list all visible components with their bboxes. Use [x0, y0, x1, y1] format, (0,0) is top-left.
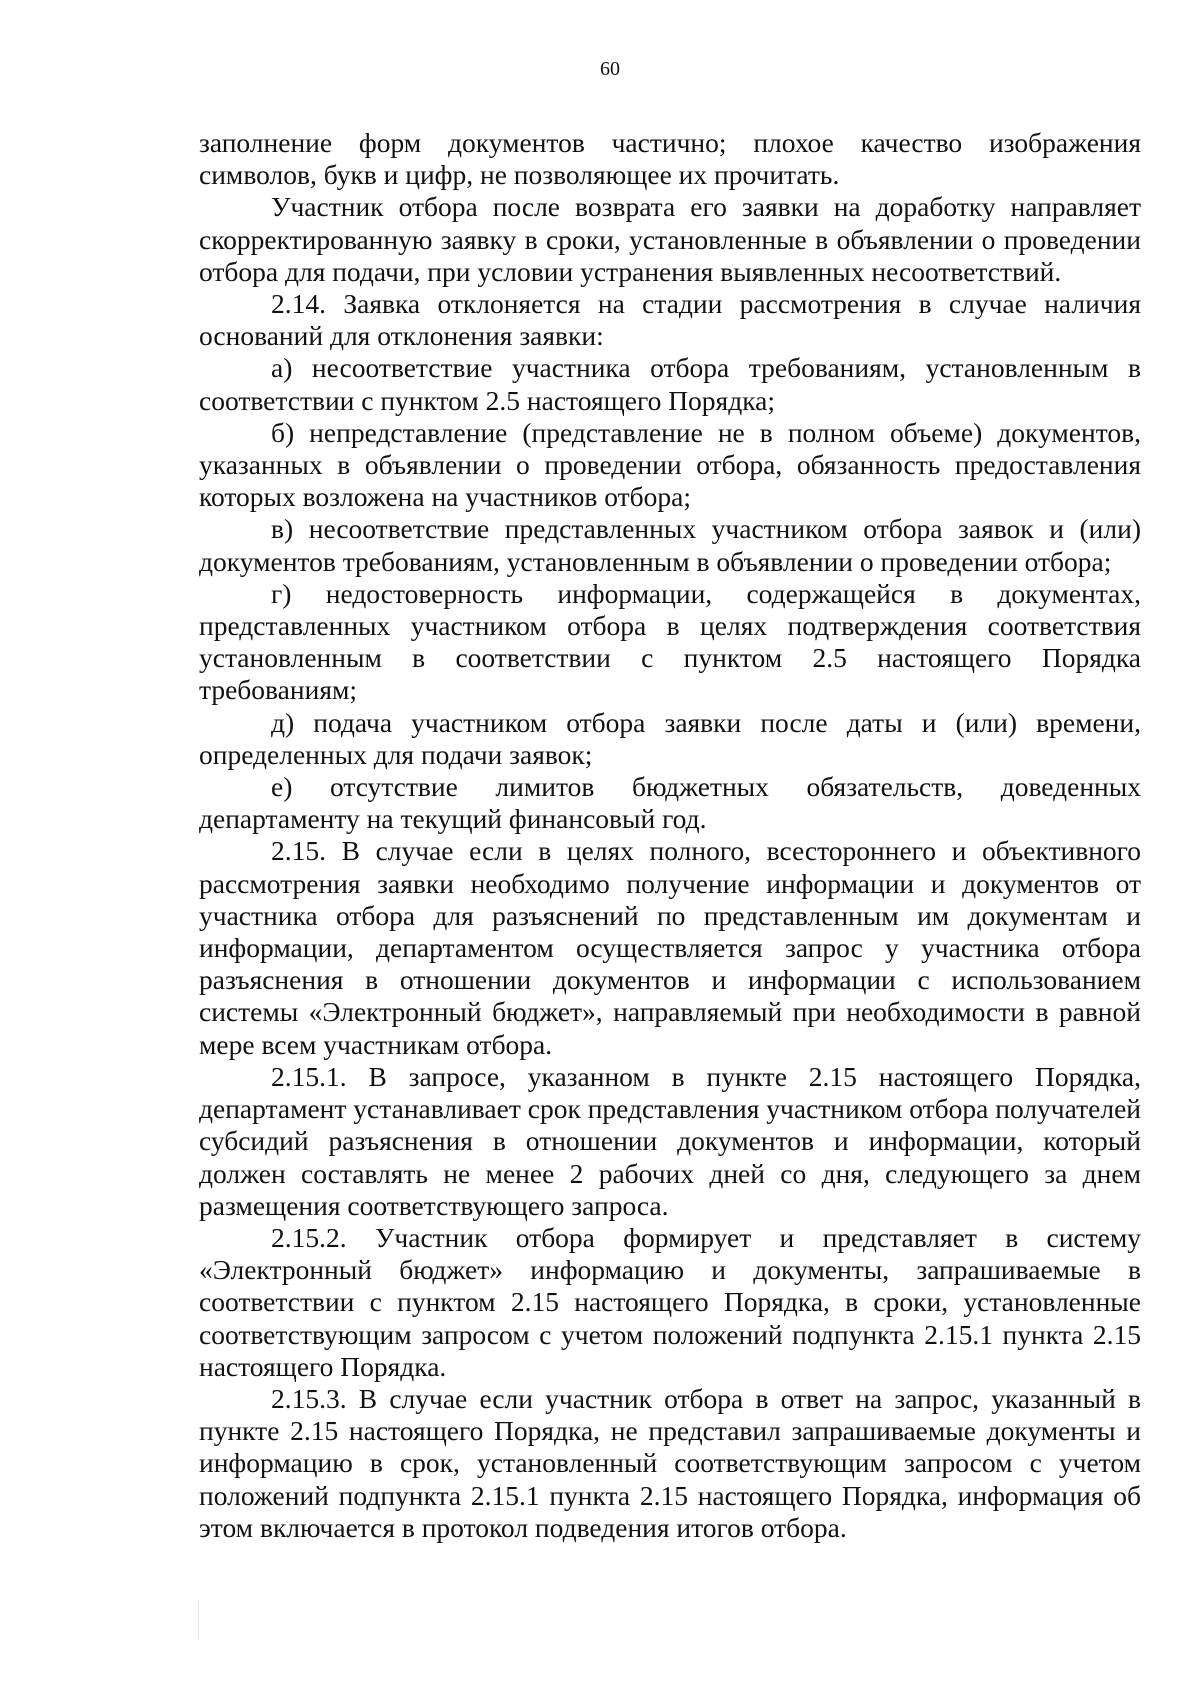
page-number: 60 — [600, 58, 620, 80]
list-item-e: е) отсутствие лимитов бюджетных обязательств, доведенных департаменту на текущий финансовый год. — [199, 771, 1141, 835]
paragraph-section-2-14: 2.14. Заявка отклоняется на стадии рассмотрения в случае наличия оснований для отклонения заявки: — [199, 288, 1141, 352]
list-item-d: д) подача участником отбора заявки после даты и (или) времени, определенных для подачи заявок; — [199, 706, 1141, 770]
paragraph-section-2-15-3: 2.15.3. В случае если участник отбора в ответ на запрос, указанный в пункте 2.15 настоящего Порядка, не представил запрашиваемые документы и информацию в срок, установленный соответствующим запросом с учетом положений подпункта 2.15.1 пункта 2.15 настоящего Порядка, информация об этом включается в протокол подведения итогов отбора. — [199, 1382, 1141, 1543]
list-item-a: а) несоответствие участника отбора требованиям, установленным в соответствии с пунктом 2.5 настоящего Порядка; — [199, 352, 1141, 416]
paragraph-section-2-15: 2.15. В случае если в целях полного, всестороннего и объективного рассмотрения заявки необходимо получение информации и документов от участника отбора для разъяснений по представленным им документам и информации, департаментом осуществляется запрос у участника отбора разъяснения в отношении документов и информации с использованием системы «Электронный бюджет», направляемый при необходимости в равной мере всем участникам отбора. — [199, 835, 1141, 1060]
scan-artifact-line — [198, 1600, 199, 1640]
paragraph-section-2-15-1: 2.15.1. В запросе, указанном в пункте 2.15 настоящего Порядка, департамент устанавливает срок представления участником отбора получателей субсидий разъяснения в отношении документов и информации, который должен составлять не менее 2 рабочих дней со дня, следующего за днем размещения соответствующего запроса. — [199, 1060, 1141, 1221]
paragraph-section-2-15-2: 2.15.2. Участник отбора формирует и представляет в систему «Электронный бюджет» информацию и документы, запрашиваемые в соответствии с пунктом 2.15 настоящего Порядка, в сроки, установленные соответствующим запросом с учетом положений подпункта 2.15.1 пункта 2.15 настоящего Порядка. — [199, 1221, 1141, 1382]
list-item-v: в) несоответствие представленных участником отбора заявок и (или) документов требованиям, установленным в объявлении о проведении отбора; — [199, 513, 1141, 577]
list-item-g: г) недостоверность информации, содержащейся в документах, представленных участником отбора в целях подтверждения соответствия установленным в соответствии с пунктом 2.5 настоящего Порядка требованиям; — [199, 577, 1141, 706]
paragraph: заполнение форм документов частично; плохое качество изображения символов, букв и цифр, не позволяющее их прочитать. — [199, 127, 1141, 191]
paragraph: Участник отбора после возврата его заявки на доработку направляет скорректированную заявку в сроки, установленные в объявлении о проведении отбора для подачи, при условии устранения выявленных несоответствий. — [199, 191, 1141, 287]
list-item-b: б) непредставление (представление не в полном объеме) документов, указанных в объявлении о проведении отбора, обязанность предоставления которых возложена на участников отбора; — [199, 416, 1141, 513]
document-body — [199, 127, 1141, 1544]
